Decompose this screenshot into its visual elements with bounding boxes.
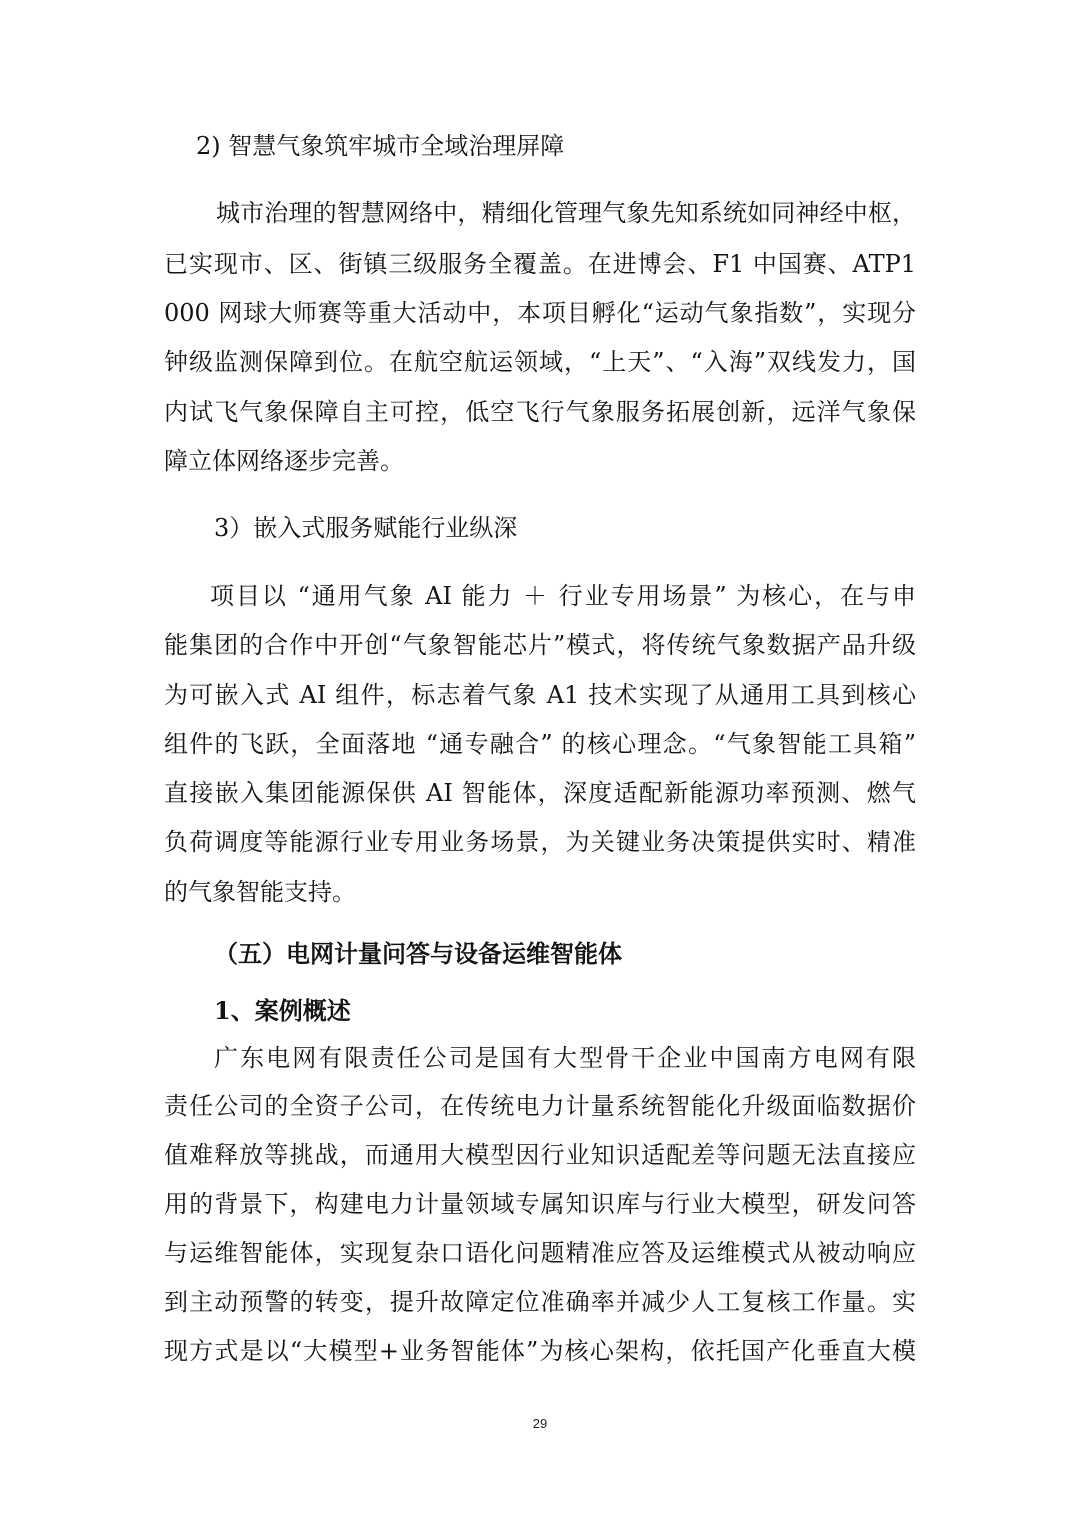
paragraph-line: 项目以 “通用气象 AI 能力 ＋ 行业专用场景” 为核心，在与申	[210, 582, 916, 610]
paragraph-line: 负荷调度等能源行业专用业务场景，为关键业务决策提供实时、精准	[164, 828, 916, 856]
paragraph-line: 内试飞气象保障自主可控，低空飞行气象服务拓展创新，远洋气象保	[164, 398, 916, 426]
paragraph-line: 的气象智能支持。	[164, 878, 356, 906]
section-3-heading: 3）嵌入式服务赋能行业纵深	[214, 514, 518, 542]
paragraph-line: 为可嵌入式 AI 组件，标志着气象 A1 技术实现了从通用工具到核心	[164, 681, 916, 709]
case-overview-heading: 1、案例概述	[214, 996, 351, 1025]
paragraph-line: 广东电网有限责任公司是国有大型骨干企业中国南方电网有限	[214, 1044, 916, 1072]
paragraph-line: 城市治理的智慧网络中，精细化管理气象先知系统如同神经中枢，	[216, 199, 916, 227]
page-number: 29	[532, 1416, 548, 1431]
paragraph-line: 障立体网络逐步完善。	[164, 447, 404, 475]
paragraph-line: 已实现市、区、街镇三级服务全覆盖。在进博会、F1 中国赛、ATP1	[164, 250, 916, 278]
paragraph-line: 现方式是以“大模型+业务智能体”为核心架构，依托国产化垂直大模	[164, 1337, 916, 1365]
paragraph-line: 用的背景下，构建电力计量领域专属知识库与行业大模型，研发问答	[164, 1190, 916, 1218]
paragraph-line: 与运维智能体，实现复杂口语化问题精准应答及运维模式从被动响应	[164, 1239, 916, 1267]
paragraph-line: 钟级监测保障到位。在航空航运领域，“上天”、“入海”双线发力，国	[164, 348, 916, 376]
paragraph-line: 组件的飞跃，全面落地 “通专融合” 的核心理念。“气象智能工具箱”	[164, 730, 916, 758]
paragraph-line: 能集团的合作中开创“气象智能芯片”模式，将传统气象数据产品升级	[164, 631, 916, 659]
paragraph-line: 直接嵌入集团能源保供 AI 智能体，深度适配新能源功率预测、燃气	[164, 779, 916, 807]
paragraph-line: 000 网球大师赛等重大活动中，本项目孵化“运动气象指数”，实现分	[164, 299, 916, 327]
section-5-heading: （五）电网计量问答与设备运维智能体	[214, 939, 622, 968]
paragraph-line: 值难释放等挑战，而通用大模型因行业知识适配差等问题无法直接应	[164, 1141, 916, 1169]
section-2-heading: 2) 智慧气象筑牢城市全域治理屏障	[196, 132, 565, 160]
paragraph-line: 到主动预警的转变，提升故障定位准确率并减少人工复核工作量。实	[164, 1288, 916, 1316]
paragraph-line: 责任公司的全资子公司，在传统电力计量系统智能化升级面临数据价	[164, 1092, 916, 1120]
